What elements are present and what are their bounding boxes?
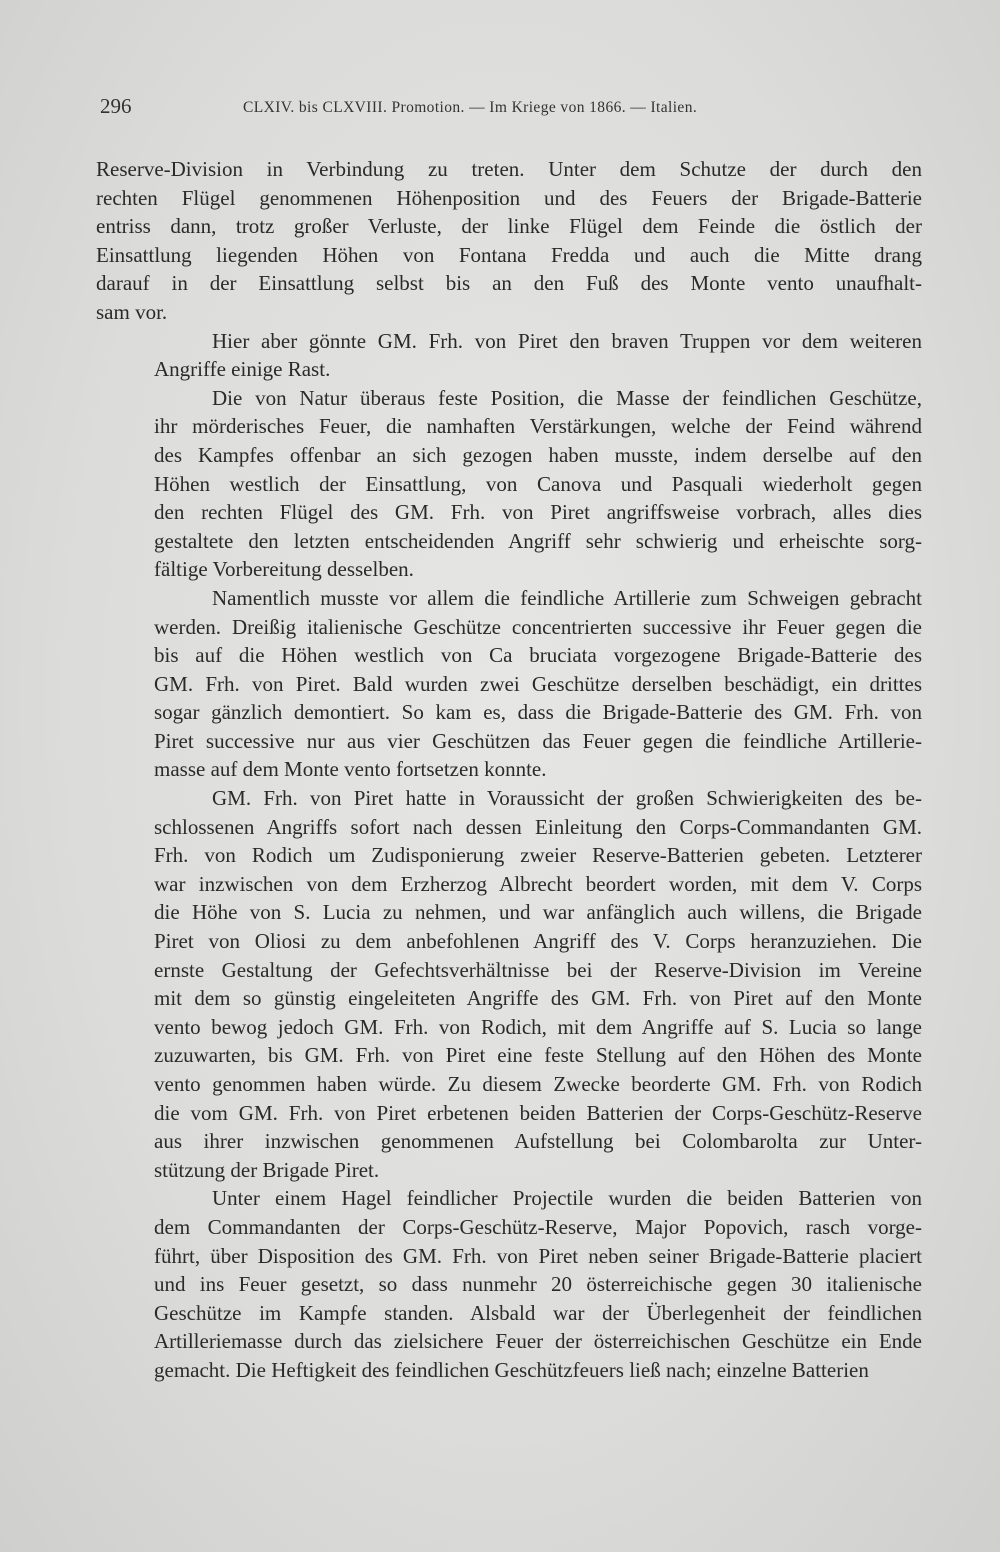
text-line: darauf in der Einsattlung selbst bis an den Fuß des Monte vento unaufhalt- (96, 271, 922, 296)
text-line: führt, über Disposition des GM. Frh. von Piret neben seiner Brigade-Batterie placiert (154, 1243, 922, 1268)
text-line: Namentlich musste vor allem die feindliche Artillerie zum Schweigen gebracht (212, 585, 922, 610)
text-line: Einsattlung liegenden Höhen von Fontana Fredda und auch die Mitte drang (96, 242, 922, 267)
text-line: mit dem so günstig eingeleiteten Angriffe des GM. Frh. von Piret auf den Monte (154, 986, 922, 1011)
text-line: vento genommen haben würde. Zu diesem Zwecke beorderte GM. Frh. von Rodich (154, 1072, 922, 1096)
text-line: sogar gänzlich demontiert. So kam es, dass die Brigade-Batterie des GM. Frh. von (154, 700, 922, 725)
paragraph (96, 784, 922, 1184)
text-line: Artilleriemasse durch das zielsichere Feuer der österreichischen Geschütze ein Ende (154, 1329, 922, 1354)
text-line: werden. Dreißig italienische Geschütze concentrierten successive ihr Feuer gegen die (154, 614, 922, 639)
text-line: ihr mörderisches Feuer, die namhaften Verstärkungen, welche der Feind während (154, 414, 922, 439)
body-text (96, 155, 922, 1385)
text-line: Hier aber gönnte GM. Frh. von Piret den braven Truppen vor dem weiteren (212, 328, 922, 353)
text-line: des Kampfes offenbar an sich gezogen haben musste, indem derselbe auf den (154, 442, 922, 467)
text-line: stützung der Brigade Piret. (154, 1157, 380, 1182)
text-line: Angriffe einige Rast. (154, 357, 331, 382)
text-line: schlossenen Angriffs sofort nach dessen Einleitung den Corps-Commandanten GM. (154, 814, 922, 839)
paragraph (96, 155, 922, 327)
text-line: rechten Flügel genommenen Höhenposition und des Feuers der Brigade-Batterie (96, 185, 922, 210)
paragraph (96, 384, 922, 584)
text-line: vento bewog jedoch GM. Frh. von Rodich, mit dem Angriffe auf S. Lucia so lange (154, 1014, 922, 1039)
text-line: Piret successive nur aus vier Geschützen das Feuer gegen die feindliche Artillerie- (154, 728, 922, 753)
text-line: war inzwischen von dem Erzherzog Albrecht beordert worden, mit dem V. Corps (154, 871, 922, 896)
paragraph (96, 1184, 922, 1384)
text-line: GM. Frh. von Piret. Bald wurden zwei Geschütze derselben beschädigt, ein drittes (154, 671, 922, 696)
running-head: CLXIV. bis CLXVIII. Promotion. — Im Kriege von 1866. — Italien. (243, 99, 698, 116)
text-line: gestaltete den letzten entscheidenden Angriff sehr schwierig und erheischte sorg- (154, 528, 922, 553)
text-line: Unter einem Hagel feindlicher Projectile wurden die beiden Batterien von (212, 1186, 922, 1211)
text-line: GM. Frh. von Piret hatte in Voraussicht der großen Schwierigkeiten des be- (212, 786, 922, 811)
text-line: die Höhe von S. Lucia zu nehmen, und war anfänglich auch willens, die Brigade (154, 900, 922, 925)
text-line: den rechten Flügel des GM. Frh. von Piret angriffsweise vorbrach, alles dies (154, 500, 922, 525)
text-line: gemacht. Die Heftigkeit des feindlichen Geschützfeuers ließ nach; einzelne Batterien (154, 1357, 869, 1382)
text-line: masse auf dem Monte vento fortsetzen konnte. (154, 757, 547, 782)
text-line: dem Commandanten der Corps-Geschütz-Reserve, Major Popovich, rasch vorge- (154, 1214, 922, 1239)
text-line: bis auf die Höhen westlich von Ca bruciata vorgezogene Brigade-Batterie des (154, 643, 922, 668)
page-number: 296 (100, 94, 132, 118)
text-line: Die von Natur überaus feste Position, die Masse der feindlichen Geschütze, (212, 385, 922, 410)
text-line: aus ihrer inzwischen genommenen Aufstellung bei Colombarolta zur Unter- (154, 1129, 922, 1154)
text-line: sam vor. (96, 299, 168, 324)
text-line: ernste Gestaltung der Gefechtsverhältnisse bei der Reserve-Division im Vereine (154, 957, 922, 982)
text-line: entriss dann, trotz großer Verluste, der linke Flügel dem Feinde die östlich der (96, 214, 922, 239)
text-line: Piret von Oliosi zu dem anbefohlenen Angriff des V. Corps heranzuziehen. Die (154, 929, 922, 954)
text-line: Höhen westlich der Einsattlung, von Canova und Pasquali wiederholt gegen (154, 471, 922, 496)
page-header (100, 94, 920, 124)
text-line: zuzuwarten, bis GM. Frh. von Piret eine feste Stellung auf den Höhen des Monte (154, 1043, 922, 1068)
paragraph (96, 584, 922, 784)
text-line: und ins Feuer gesetzt, so dass nunmehr 20 österreichische gegen 30 italienische (154, 1272, 922, 1297)
text-line: die vom GM. Frh. von Piret erbetenen beiden Batterien der Corps-Geschütz-Reserve (154, 1100, 922, 1125)
text-line: Reserve-Division in Verbindung zu treten. Unter dem Schutze der durch den (96, 157, 922, 181)
text-line: Geschütze im Kampfe standen. Alsbald war der Überlegenheit der feindlichen (154, 1300, 922, 1325)
text-line: fältige Vorbereitung desselben. (154, 557, 414, 582)
text-line: Frh. von Rodich um Zudisponierung zweier Reserve-Batterien gebeten. Letzterer (154, 843, 922, 868)
paragraph (96, 327, 922, 384)
